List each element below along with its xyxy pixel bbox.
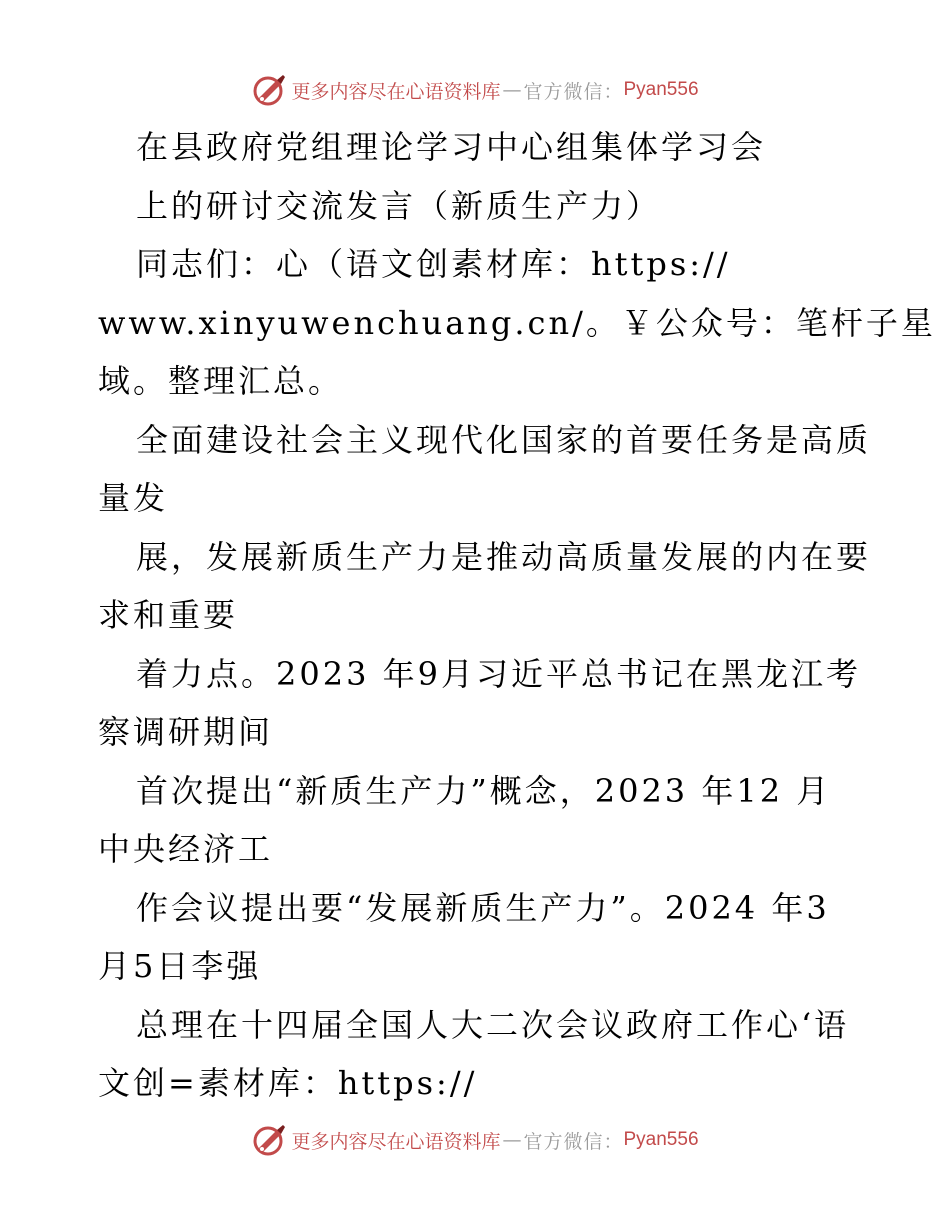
text-line: 文创=素材库：https:// <box>98 1064 478 1102</box>
text-line: 同志们：心（语文创素材库：https:// <box>136 245 731 283</box>
header-watermark-banner <box>0 70 950 110</box>
banner-dash: — <box>502 79 522 101</box>
pen-logo-icon <box>251 72 287 108</box>
banner-wechat-id: Pyan556 <box>623 79 699 100</box>
text-line: 量发 <box>98 479 169 517</box>
text-line: 月5日李强 <box>98 947 262 985</box>
text-line: 着力点。2023 年9月习近平总书记在黑龙江考 <box>136 654 861 693</box>
banner-official-label: 官方微信： <box>523 80 624 103</box>
pen-logo-icon <box>251 1122 287 1158</box>
banner-promo-text: 更多内容尽在心语资料库 <box>291 1130 501 1153</box>
text-line: 全面建设社会主义现代化国家的首要任务是高质 <box>136 420 872 459</box>
text-line: www.xinyuwenchuang.cn/。￥公众号：笔杆子星 <box>98 303 936 342</box>
footer-watermark-banner <box>0 1120 950 1160</box>
text-line: 求和重要 <box>98 596 239 634</box>
text-line: 察调研期间 <box>98 713 274 751</box>
text-line: 作会议提出要“发展新质生产力”。2024 年3 <box>136 888 830 927</box>
banner-promo-text: 更多内容尽在心语资料库 <box>291 80 501 103</box>
text-line: 总理在十四届全国人大二次会议政府工作心‘语 <box>136 1005 850 1044</box>
text-line: 中央经济工 <box>98 830 274 868</box>
text-line: 首次提出“新质生产力”概念，2023 年12 月 <box>136 771 832 810</box>
banner-official-label: 官方微信： <box>523 1130 624 1153</box>
text-line: 在县政府党组理论学习中心组集体学习会 <box>136 128 767 166</box>
text-line: 域。整理汇总。 <box>98 362 344 400</box>
text-line: 展，发展新质生产力是推动高质量发展的内在要 <box>136 537 872 576</box>
document-body <box>98 118 936 1113</box>
banner-dash: — <box>502 1129 522 1151</box>
banner-wechat-id: Pyan556 <box>623 1129 699 1150</box>
text-line: 上的研讨交流发言（新质生产力） <box>136 186 662 225</box>
